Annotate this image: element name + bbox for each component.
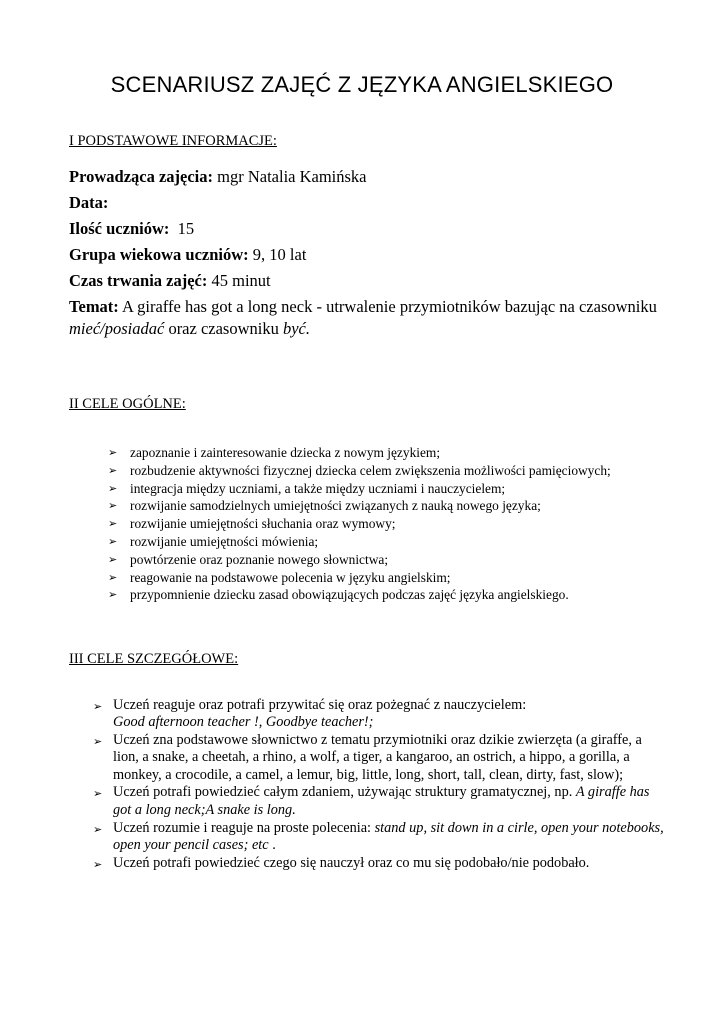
arrow-bullet-icon: ➢ [93, 700, 103, 713]
list-item: ➢ integracja między uczniami, a także między uczniami i nauczycielem; [108, 480, 506, 496]
list-item: ➢ reagowanie na podstawowe polecenia w języku angielskim; [108, 569, 451, 585]
students-row [69, 218, 669, 244]
list-item: ➢ rozbudzenie aktywności fizycznej dziecka celem zwiększenia możliwości pamięciowych; [108, 462, 611, 478]
arrow-bullet-icon: ➢ [108, 570, 118, 584]
arrow-bullet-icon: ➢ [108, 552, 118, 566]
basic-info-block [69, 166, 669, 340]
arrow-bullet-icon: ➢ [108, 499, 118, 513]
date-label: Data: [69, 193, 109, 212]
arrow-bullet-icon: ➢ [93, 822, 103, 836]
section-basic-info-heading: I PODSTAWOWE INFORMACJE: [69, 133, 277, 149]
duration-value: 45 minut [207, 271, 271, 290]
topic-verb-be: być. [282, 319, 311, 338]
detailed-goals-list [93, 697, 665, 872]
list-item: ➢ powtórzenie oraz poznanie nowego słownictwa; [108, 551, 389, 567]
teacher-label: Prowadząca zajęcia: [69, 167, 214, 186]
document-title: SCENARIUSZ ZAJĘĆ Z JĘZYKA ANGIELSKIEGO [110, 72, 614, 97]
arrow-bullet-icon: ➢ [108, 481, 118, 495]
list-item: ➢ zapoznanie i zainteresowanie dziecka z nowym językiem; [108, 445, 441, 460]
duration-label: Czas trwania zajęć: [69, 271, 208, 290]
arrow-bullet-icon: ➢ [108, 517, 118, 531]
arrow-bullet-icon: ➢ [93, 735, 103, 749]
general-goals-list [108, 444, 678, 604]
list-item: ➢ Uczeń rozumie i reaguje na proste polecenia: stand up, sit down in a cirle, open your notebooks, open your pencil cases; etc . [93, 819, 664, 853]
topic-text-2: oraz czasowniku [164, 319, 283, 338]
arrow-bullet-icon: ➢ [108, 534, 118, 548]
teacher-value: mgr Natalia Kamińska [213, 167, 367, 186]
topic-text: A giraffe has got a long neck - utrwalenie przymiotników bazując na czasowniku [118, 297, 657, 316]
list-item: ➢ rozwijanie samodzielnych umiejętności związanych z nauką nowego języka; [108, 498, 541, 514]
section-detailed-goals-heading: III CELE SZCZEGÓŁOWE: [69, 651, 239, 667]
topic-label: Temat: [69, 297, 119, 316]
topic-row [69, 296, 669, 340]
arrow-bullet-icon: ➢ [93, 857, 103, 871]
age-row [69, 244, 669, 270]
topic-verb-have: mieć/posiadać [69, 319, 165, 338]
arrow-bullet-icon: ➢ [108, 588, 118, 602]
teacher-row [69, 166, 669, 192]
arrow-bullet-icon: ➢ [108, 463, 118, 477]
duration-row [69, 270, 669, 296]
list-item: ➢ rozwijanie umiejętności słuchania oraz wymowy; [108, 516, 396, 532]
list-item: ➢ rozwijanie umiejętności mówienia; [108, 533, 319, 549]
students-label: Ilość uczniów: [69, 219, 170, 238]
list-item: ➢ przypomnienie dziecku zasad obowiązujących podczas zajęć języka angielskiego. [108, 587, 569, 603]
age-value: 9, 10 lat [248, 245, 307, 264]
section-general-goals-heading: II CELE OGÓLNE: [69, 396, 186, 412]
arrow-bullet-icon: ➢ [93, 787, 103, 801]
date-row [69, 192, 669, 218]
list-item: ➢ Uczeń reaguje oraz potrafi przywitać się oraz pożegnać z nauczycielem: Good afternoon teacher !, Goodbye teacher!; [93, 697, 527, 731]
students-value: 15 [169, 219, 195, 238]
age-label: Grupa wiekowa uczniów: [69, 245, 249, 264]
list-item: ➢ Uczeń potrafi powiedzieć czego się nauczył oraz co mu się podobało/nie podobało. [93, 855, 665, 872]
list-item: ➢ Uczeń potrafi powiedzieć całym zdaniem, używając struktury gramatycznej, np. A giraffe has got a long neck;A snake is long. [93, 784, 650, 818]
list-item: ➢ Uczeń zna podstawowe słownictwo z tematu przymiotniki oraz dzikie zwierzęta (a giraffe, a lion, a snake, a cheetah, a rhino, a wolf, a tiger, a kangaroo, an ostrich, a hippo, a gorilla, a monkey, a crocodile, a camel, a lemur, big, little, long, short, tall, clean, dirty, fast, slow); [93, 732, 642, 783]
arrow-bullet-icon: ➢ [108, 446, 118, 459]
